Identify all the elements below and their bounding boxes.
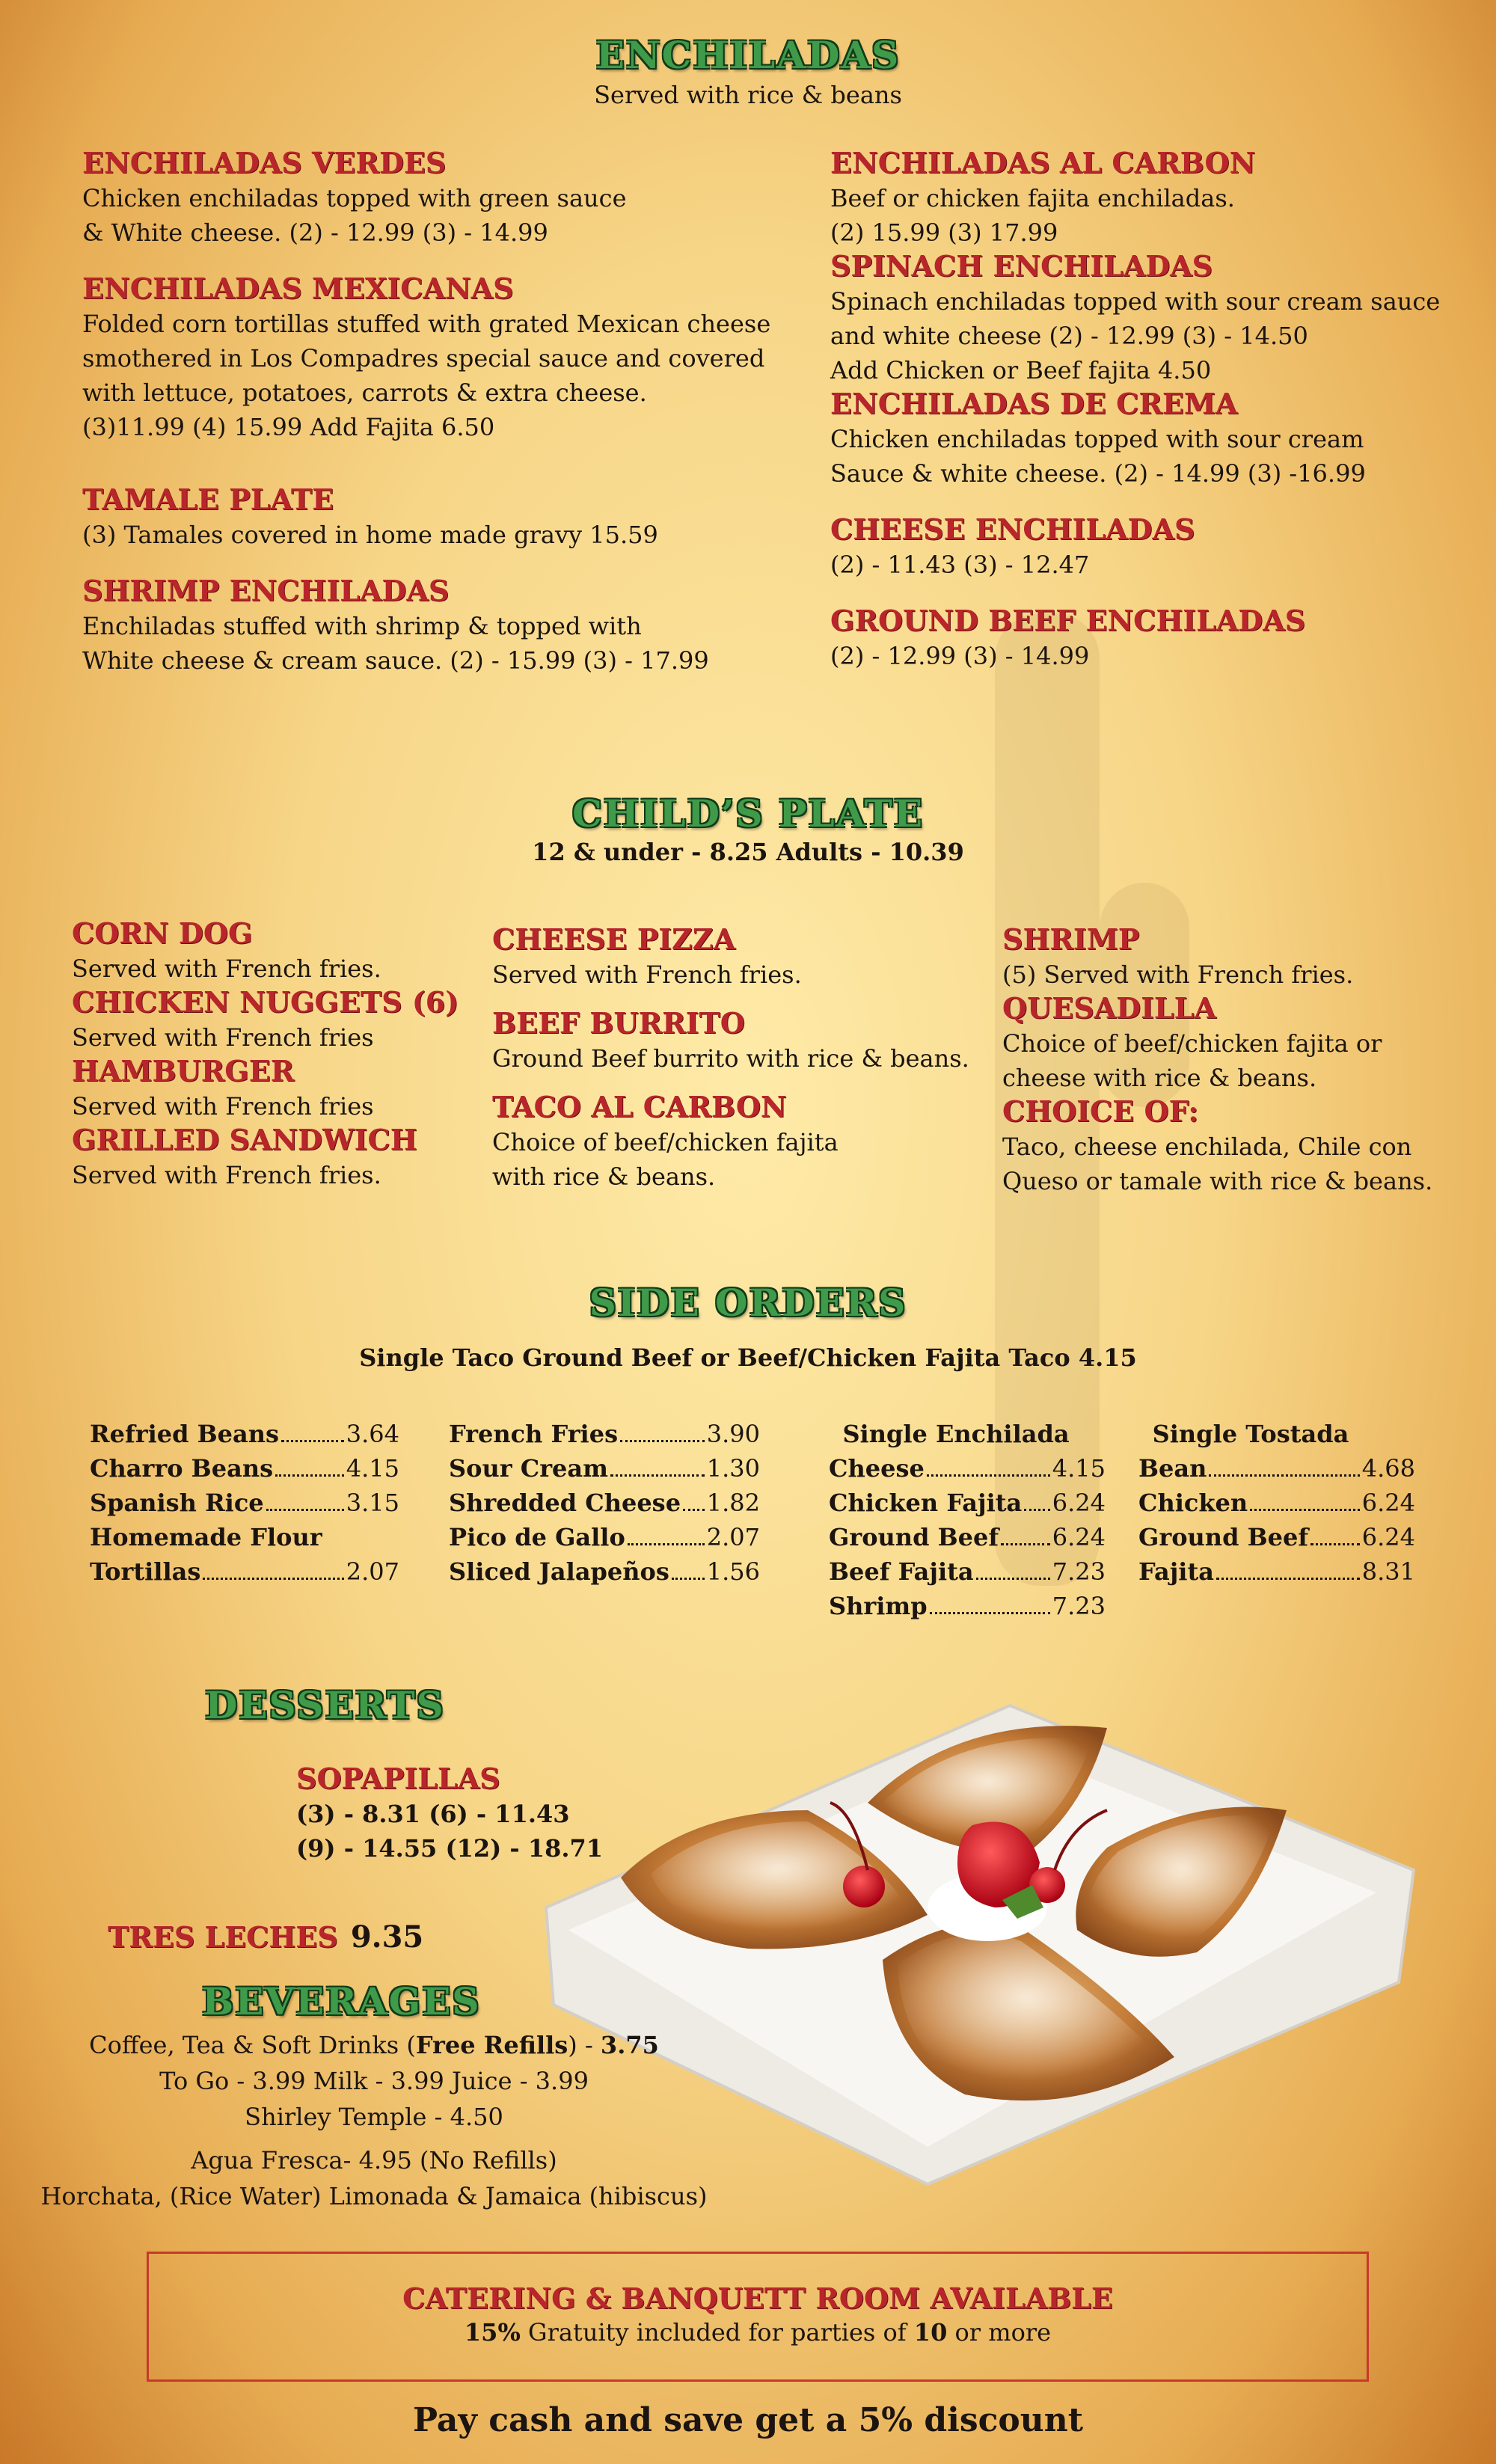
side-item-price: 1.56 bbox=[706, 1557, 760, 1586]
side-item-chicken-fajita bbox=[829, 1486, 1106, 1520]
side-item-fajita bbox=[1138, 1554, 1415, 1589]
childs-col-3 bbox=[1002, 923, 1432, 1198]
side-item-label: Spanish Rice bbox=[90, 1489, 264, 1517]
menu-item-name: HAMBURGER bbox=[72, 1054, 295, 1088]
side-item-price: 3.64 bbox=[346, 1420, 399, 1448]
side-item-price: 3.15 bbox=[346, 1489, 399, 1517]
beverage-line-4: Agua Fresca- 4.95 (No Refills) bbox=[191, 2146, 557, 2175]
menu-item-name: ENCHILADAS MEXICANAS bbox=[82, 272, 514, 305]
menu-item-name: SHRIMP bbox=[1002, 922, 1140, 956]
childs-plate-subtitle: 12 & under - 8.25 Adults - 10.39 bbox=[532, 838, 964, 866]
side-item-label: Charro Beans bbox=[90, 1454, 274, 1483]
menu-item-name: CHICKEN NUGGETS (6) bbox=[72, 985, 459, 1019]
menu-item-name: GRILLED SANDWICH bbox=[72, 1123, 417, 1156]
single-tostada-heading: Single Tostada bbox=[1152, 1420, 1349, 1448]
side-item-french-fries bbox=[449, 1417, 760, 1451]
side-item-label: Ground Beef bbox=[1138, 1523, 1309, 1551]
side-item-label: Fajita bbox=[1138, 1557, 1214, 1586]
menu-item-enchiladas-mexicanas bbox=[82, 272, 770, 444]
side-item-label: Chicken bbox=[1138, 1489, 1248, 1517]
dot-leader bbox=[266, 1486, 344, 1511]
side-item-label: French Fries bbox=[449, 1420, 619, 1448]
menu-item-description: White cheese & cream sauce. (2) - 15.99 (3) - 17.99 bbox=[82, 646, 709, 675]
menu-item-name: TAMALE PLATE bbox=[82, 482, 334, 516]
dot-leader bbox=[976, 1554, 1050, 1580]
side-item-pico-de-gallo bbox=[449, 1520, 760, 1554]
menu-item-description: Add Chicken or Beef fajita 4.50 bbox=[830, 356, 1212, 384]
gratuity-text-end: or more bbox=[947, 2318, 1052, 2347]
childs-col-2 bbox=[492, 923, 969, 1194]
menu-item-cheese-pizza bbox=[492, 923, 969, 992]
side-item-price: 6.24 bbox=[1052, 1489, 1106, 1517]
menu-item-spinach-enchiladas bbox=[830, 250, 1440, 387]
menu-item-description: Folded corn tortillas stuffed with grated Mexican cheese bbox=[82, 310, 771, 338]
menu-item-cheese-enchiladas bbox=[830, 513, 1440, 582]
side-item-label: Tortillas bbox=[90, 1557, 201, 1586]
menu-item-description: (3)11.99 (4) 15.99 Add Fajita 6.50 bbox=[82, 413, 495, 441]
beverage-line-1-c: ) - bbox=[568, 2031, 601, 2059]
side-item-label: Refried Beans bbox=[90, 1420, 280, 1448]
menu-item-description: (2) 15.99 (3) 17.99 bbox=[830, 218, 1058, 247]
side-item-shredded-cheese bbox=[449, 1486, 760, 1520]
side-item-label: Cheese bbox=[829, 1454, 925, 1483]
catering-box bbox=[147, 2252, 1369, 2382]
menu-item-name: CORN DOG bbox=[72, 916, 253, 950]
side-item-price: 4.68 bbox=[1361, 1454, 1415, 1483]
side-item-label: Sliced Jalapeños bbox=[449, 1557, 669, 1586]
enchiladas-right-column bbox=[830, 147, 1440, 673]
menu-item-enchiladas-de-crema bbox=[830, 387, 1440, 491]
menu-item-description: Queso or tamale with rice & beans. bbox=[1002, 1167, 1433, 1195]
desserts-title: DESSERTS bbox=[205, 1683, 445, 1727]
menu-item-description: (3) Tamales covered in home made gravy 15.59 bbox=[82, 521, 658, 549]
dot-leader bbox=[1310, 1520, 1360, 1545]
menu-item-description: Served with French fries bbox=[72, 1023, 374, 1052]
side-item-ground-beef bbox=[829, 1520, 1106, 1554]
side-item-chicken bbox=[1138, 1486, 1415, 1520]
side-item-price: 6.24 bbox=[1361, 1523, 1415, 1551]
menu-item-description: Choice of beef/chicken fajita bbox=[492, 1128, 839, 1156]
tres-leches-price: 9.35 bbox=[350, 1919, 424, 1955]
dot-leader bbox=[628, 1520, 705, 1545]
side-item-charro-beans bbox=[90, 1451, 399, 1486]
side-item-label: Chicken Fajita bbox=[829, 1489, 1023, 1517]
enchiladas-left-column bbox=[82, 147, 770, 678]
side-item-homemade-flour: Homemade Flour bbox=[90, 1523, 322, 1551]
menu-item-description: & White cheese. (2) - 12.99 (3) - 14.99 bbox=[82, 218, 548, 247]
side-item-sour-cream bbox=[449, 1451, 760, 1486]
side-item-price: 4.15 bbox=[1052, 1454, 1106, 1483]
menu-item-enchiladas-al-carbon bbox=[830, 147, 1440, 250]
catering-note bbox=[149, 2315, 1367, 2350]
sides-col-2 bbox=[449, 1417, 760, 1589]
menu-item-description: Sauce & white cheese. (2) - 14.99 (3) -16.99 bbox=[830, 459, 1366, 488]
menu-item-description: cheese with rice & beans. bbox=[1002, 1064, 1317, 1092]
side-item-price: 1.30 bbox=[706, 1454, 760, 1483]
side-orders-subtitle: Single Taco Ground Beef or Beef/Chicken Fajita Taco 4.15 bbox=[359, 1343, 1137, 1372]
menu-item-description: Taco, cheese enchilada, Chile con bbox=[1002, 1133, 1412, 1161]
dot-leader bbox=[275, 1451, 344, 1477]
menu-item-shrimp-enchiladas bbox=[82, 574, 770, 678]
beverage-line-3: Shirley Temple - 4.50 bbox=[245, 2103, 503, 2131]
side-item-refried-beans bbox=[90, 1417, 399, 1451]
menu-item-description: and white cheese (2) - 12.99 (3) - 14.50 bbox=[830, 322, 1308, 350]
side-item-price: 7.23 bbox=[1052, 1557, 1106, 1586]
menu-item-name: CHEESE PIZZA bbox=[492, 922, 736, 956]
beverages-title: BEVERAGES bbox=[202, 1979, 481, 2023]
menu-item-name: SPINACH ENCHILADAS bbox=[830, 249, 1213, 283]
side-item-label: Beef Fajita bbox=[829, 1557, 974, 1586]
side-item-sliced-jalape-os bbox=[449, 1554, 760, 1589]
side-item-bean bbox=[1138, 1451, 1415, 1486]
menu-item-name: CHOICE OF: bbox=[1002, 1094, 1199, 1128]
side-item-price: 7.23 bbox=[1052, 1592, 1106, 1620]
side-item-shrimp bbox=[829, 1589, 1106, 1623]
menu-item-description: Served with French fries. bbox=[72, 954, 381, 983]
side-item-price: 1.82 bbox=[706, 1489, 760, 1517]
menu-item-tamale-plate bbox=[82, 483, 770, 552]
menu-item-description: Choice of beef/chicken fajita or bbox=[1002, 1029, 1382, 1058]
menu-item-name: CHEESE ENCHILADAS bbox=[830, 512, 1195, 546]
side-item-spanish-rice bbox=[90, 1486, 399, 1520]
menu-item-chicken-nuggets-6 bbox=[72, 986, 459, 1055]
side-item-price: 2.07 bbox=[706, 1523, 760, 1551]
dot-leader bbox=[1001, 1520, 1050, 1545]
menu-item-name: QUESADILLA bbox=[1002, 991, 1216, 1025]
soft-drinks-price: 3.75 bbox=[600, 2031, 659, 2059]
dot-leader bbox=[672, 1554, 705, 1580]
side-item-price: 8.31 bbox=[1361, 1557, 1415, 1586]
dot-leader bbox=[1209, 1451, 1359, 1477]
side-item-price: 4.15 bbox=[346, 1454, 399, 1483]
dot-leader bbox=[620, 1417, 705, 1442]
sides-col-4 bbox=[1138, 1417, 1415, 1589]
menu-item-description: (2) - 12.99 (3) - 14.99 bbox=[830, 642, 1090, 670]
side-orders-title: SIDE ORDERS bbox=[589, 1281, 907, 1325]
dot-leader bbox=[1250, 1486, 1360, 1511]
side-item-label: Shredded Cheese bbox=[449, 1489, 681, 1517]
dot-leader bbox=[930, 1589, 1050, 1614]
menu-item-beef-burrito bbox=[492, 1007, 969, 1076]
side-item-beef-fajita bbox=[829, 1554, 1106, 1589]
menu-item-name: SHRIMP ENCHILADAS bbox=[82, 574, 450, 607]
side-item-label: Shrimp bbox=[829, 1592, 928, 1620]
menu-item-corn-dog bbox=[72, 917, 459, 986]
cash-discount-footer: Pay cash and save get a 5% discount bbox=[412, 2401, 1084, 2439]
catering-title: CATERING & BANQUETT ROOM AVAILABLE bbox=[402, 2281, 1113, 2315]
menu-item-description: Beef or chicken fajita enchiladas. bbox=[830, 184, 1235, 212]
beverage-line-1-a: Coffee, Tea & Soft Drinks ( bbox=[89, 2031, 416, 2059]
beverage-line-2: To Go - 3.99 Milk - 3.99 Juice - 3.99 bbox=[159, 2067, 589, 2095]
dot-leader bbox=[203, 1554, 343, 1580]
side-item-price: 6.24 bbox=[1052, 1523, 1106, 1551]
menu-item-description: (5) Served with French fries. bbox=[1002, 960, 1354, 989]
menu-item-description: Served with French fries. bbox=[492, 960, 802, 989]
dot-leader bbox=[610, 1451, 705, 1477]
side-item-label: Sour Cream bbox=[449, 1454, 608, 1483]
dot-leader bbox=[927, 1451, 1050, 1477]
gratuity-text: Gratuity included for parties of bbox=[520, 2318, 914, 2347]
menu-item-description: Enchiladas stuffed with shrimp & topped with bbox=[82, 612, 642, 640]
menu-item-taco-al-carbon bbox=[492, 1091, 969, 1194]
sopapillas-prices-1: (3) - 8.31 (6) - 11.43 bbox=[296, 1800, 570, 1828]
menu-item-name: TACO AL CARBON bbox=[492, 1090, 787, 1124]
side-item-label: Ground Beef bbox=[829, 1523, 999, 1551]
side-item-price: 3.90 bbox=[706, 1420, 760, 1448]
side-item-price: 2.07 bbox=[346, 1557, 399, 1586]
side-item-price: 6.24 bbox=[1361, 1489, 1415, 1517]
menu-item-description: Spinach enchiladas topped with sour cream sauce bbox=[830, 287, 1441, 316]
menu-item-enchiladas-verdes bbox=[82, 147, 770, 250]
menu-item-description: with rice & beans. bbox=[492, 1162, 716, 1191]
beverage-line-1 bbox=[30, 2027, 718, 2063]
side-item-label: Pico de Gallo bbox=[449, 1523, 625, 1551]
dot-leader bbox=[281, 1417, 344, 1442]
menu-item-name: GROUND BEEF ENCHILADAS bbox=[830, 604, 1306, 637]
menu-item-shrimp bbox=[1002, 923, 1432, 992]
menu-item-choice-of bbox=[1002, 1095, 1432, 1198]
sopapillas-name: SOPAPILLAS bbox=[296, 1762, 500, 1795]
dot-leader bbox=[1216, 1554, 1360, 1580]
menu-item-description: with lettuce, potatoes, carrots & extra cheese. bbox=[82, 379, 647, 407]
beverage-line-5: Horchata, (Rice Water) Limonada & Jamaica (hibiscus) bbox=[40, 2182, 708, 2210]
single-enchilada-heading: Single Enchilada bbox=[842, 1420, 1070, 1448]
dot-leader bbox=[1024, 1486, 1049, 1511]
menu-item-hamburger bbox=[72, 1055, 459, 1124]
menu-item-name: BEEF BURRITO bbox=[492, 1006, 745, 1040]
menu-item-description: Ground Beef burrito with rice & beans. bbox=[492, 1044, 969, 1073]
side-item-tortillas bbox=[90, 1554, 399, 1589]
menu-item-name: ENCHILADAS VERDES bbox=[82, 146, 447, 180]
party-size: 10 bbox=[913, 2318, 948, 2347]
side-item-label: Bean bbox=[1138, 1454, 1207, 1483]
childs-col-1 bbox=[72, 917, 459, 1192]
menu-item-ground-beef-enchiladas bbox=[830, 604, 1440, 673]
tres-leches-block bbox=[108, 1919, 423, 1955]
cherry-left bbox=[843, 1866, 885, 1907]
sides-col-1 bbox=[90, 1417, 399, 1589]
side-item-ground-beef bbox=[1138, 1520, 1415, 1554]
sides-col-3 bbox=[829, 1417, 1106, 1623]
menu-item-description: Chicken enchiladas topped with sour cream bbox=[830, 425, 1364, 453]
free-refills: Free Refills bbox=[415, 2031, 568, 2059]
menu-item-description: Served with French fries. bbox=[72, 1161, 381, 1189]
menu-item-description: smothered in Los Compadres special sauce and covered bbox=[82, 344, 765, 373]
menu-item-name: ENCHILADAS DE CREMA bbox=[830, 387, 1238, 420]
menu-item-description: Served with French fries bbox=[72, 1092, 374, 1121]
sopapillas-prices-2: (9) - 14.55 (12) - 18.71 bbox=[296, 1834, 604, 1863]
menu-item-description: (2) - 11.43 (3) - 12.47 bbox=[830, 551, 1090, 579]
beverages-lines bbox=[30, 2027, 718, 2214]
side-item-cheese bbox=[829, 1451, 1106, 1486]
tres-leches-name: TRES LECHES bbox=[108, 1920, 338, 1954]
menu-item-quesadilla bbox=[1002, 992, 1432, 1095]
enchiladas-title: ENCHILADAS bbox=[595, 33, 901, 77]
menu-item-name: ENCHILADAS AL CARBON bbox=[830, 146, 1256, 180]
dot-leader bbox=[683, 1486, 705, 1511]
enchiladas-subtitle: Served with rice & beans bbox=[594, 81, 902, 109]
childs-plate-title: CHILD’S PLATE bbox=[572, 791, 924, 836]
menu-item-grilled-sandwich bbox=[72, 1124, 459, 1192]
menu-item-description: Chicken enchiladas topped with green sauce bbox=[82, 184, 627, 212]
gratuity-percent: 15% bbox=[464, 2318, 521, 2347]
